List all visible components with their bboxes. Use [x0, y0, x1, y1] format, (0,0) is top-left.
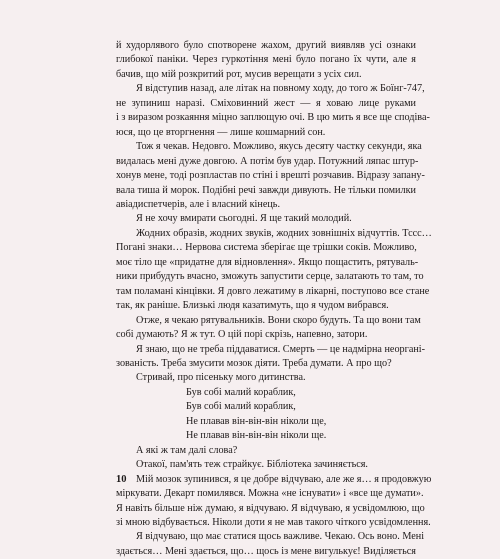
- text-line: Я відступив назад, але літак на повному ходу, до того ж Боїнг-747,: [136, 83, 425, 95]
- text-line: глибокої паніки. Через гуркотіння мені було погано їх чути, але я: [116, 54, 416, 66]
- text-line: ники прибудуть вчасно, зможуть запустити серце, залатають то там, то: [116, 271, 424, 283]
- text-line: так, як раніше. Близькі людя казатимуть, що я чудом вибрався.: [116, 300, 389, 312]
- text-line: Стривай, про пісеньку мого дитинства.: [136, 372, 306, 384]
- text-line: Мій мозок зупинився, я це добре відчуваю, але же я… я продовжую: [136, 473, 432, 485]
- text-line: вала тиша й морок. Подібні речі завжди дивують. Не тільки помилки: [116, 184, 416, 196]
- verse-line: Не плавав він-він-він ніколи ще,: [186, 415, 327, 427]
- verse-line: Був собі малий кораблик,: [186, 386, 296, 398]
- page-number: 10: [116, 474, 127, 485]
- text-line: Я відчуваю, що має статися щось важливе. Чекаю. Ось воно. Мені: [136, 531, 425, 543]
- text-line: Жодних образів, жодних звуків, жодних зовнішніх відчуттів. Тссс…: [136, 227, 432, 239]
- text-line: хонув мене, тоді розпластав по стіні і врешті розчавив. Відразу запану-: [116, 170, 425, 182]
- text-line: Тож я чекав. Недовго. Можливо, якусь десяту частку секунди, яка: [136, 141, 422, 153]
- text-line: авіадиспетчерів, але і власний кінець.: [116, 198, 280, 210]
- body-text: [116, 39, 432, 559]
- text-line: Погані знаки… Нервова система зберігає ще трішки соків. Можливо,: [116, 242, 417, 254]
- text-line: бачив, що мій розкритий рот, мусив верещати з усіх сил.: [116, 68, 362, 80]
- text-line: й худорлявого було спотворене жахом, другий виявляв усі ознаки: [116, 40, 416, 51]
- text-line: А які ж там далі слова?: [136, 444, 238, 456]
- text-line: міркувати. Декарт помилявся. Можна «не існувати» і «все ще думати».: [116, 488, 424, 500]
- text-line: видалась мені дуже довгою. А потім був удар. Потужний ляпас штур-: [116, 155, 419, 167]
- text-line: зованість. Треба змусити мозок діяти. Треба думати. А про що?: [116, 357, 392, 369]
- text-line: зі мною відбувається. Ніколи доти я не мав такого чіткого усвідомлення.: [116, 516, 431, 528]
- text-line: Отже, я чекаю рятувальників. Вони скоро будуть. Та що вони там: [136, 314, 421, 326]
- text-line: Я знаю, що не треба піддаватися. Смерть — це надмірна неоргані-: [136, 343, 426, 355]
- verse-line: Був собі малий кораблик,: [186, 401, 296, 413]
- text-line: Отакої, пам'ять теж страйкує. Бібліотека зачиняється.: [136, 459, 368, 471]
- text-line: і з виразом розкаяння міцно заплющую очі. В цю мить я все ще сподіва-: [116, 112, 430, 124]
- text-line: здається… Мені здається, що… щось із мене вигулькує! Виділяється: [116, 545, 416, 557]
- text-line: моє тіло ще «придатне для відновлення». Якщо пощастить, рятуваль-: [116, 256, 419, 268]
- text-line: не зупиниш наразі. Сміховинний жест — я ховаю лице руками: [116, 97, 416, 109]
- text-line: там поламані кінцівки. Я довго лежатиму в лікарні, поступово все стане: [116, 285, 430, 297]
- verse-line: Не плавав він-він-він ніколи ще.: [186, 430, 327, 442]
- text-line: юся, що це вторгнення — лише кошмарний сон.: [116, 126, 326, 138]
- text-line: Я не хочу вмирати сьогодні. Я ще такий молодий.: [136, 213, 352, 225]
- text-line: Я навіть більше ніж думаю, я відчуваю. Я відчуваю, я усвідомлюю, що: [116, 502, 425, 514]
- text-line: собі думають? Я ж тут. О цій порі скрізь, напевно, затори.: [116, 329, 368, 341]
